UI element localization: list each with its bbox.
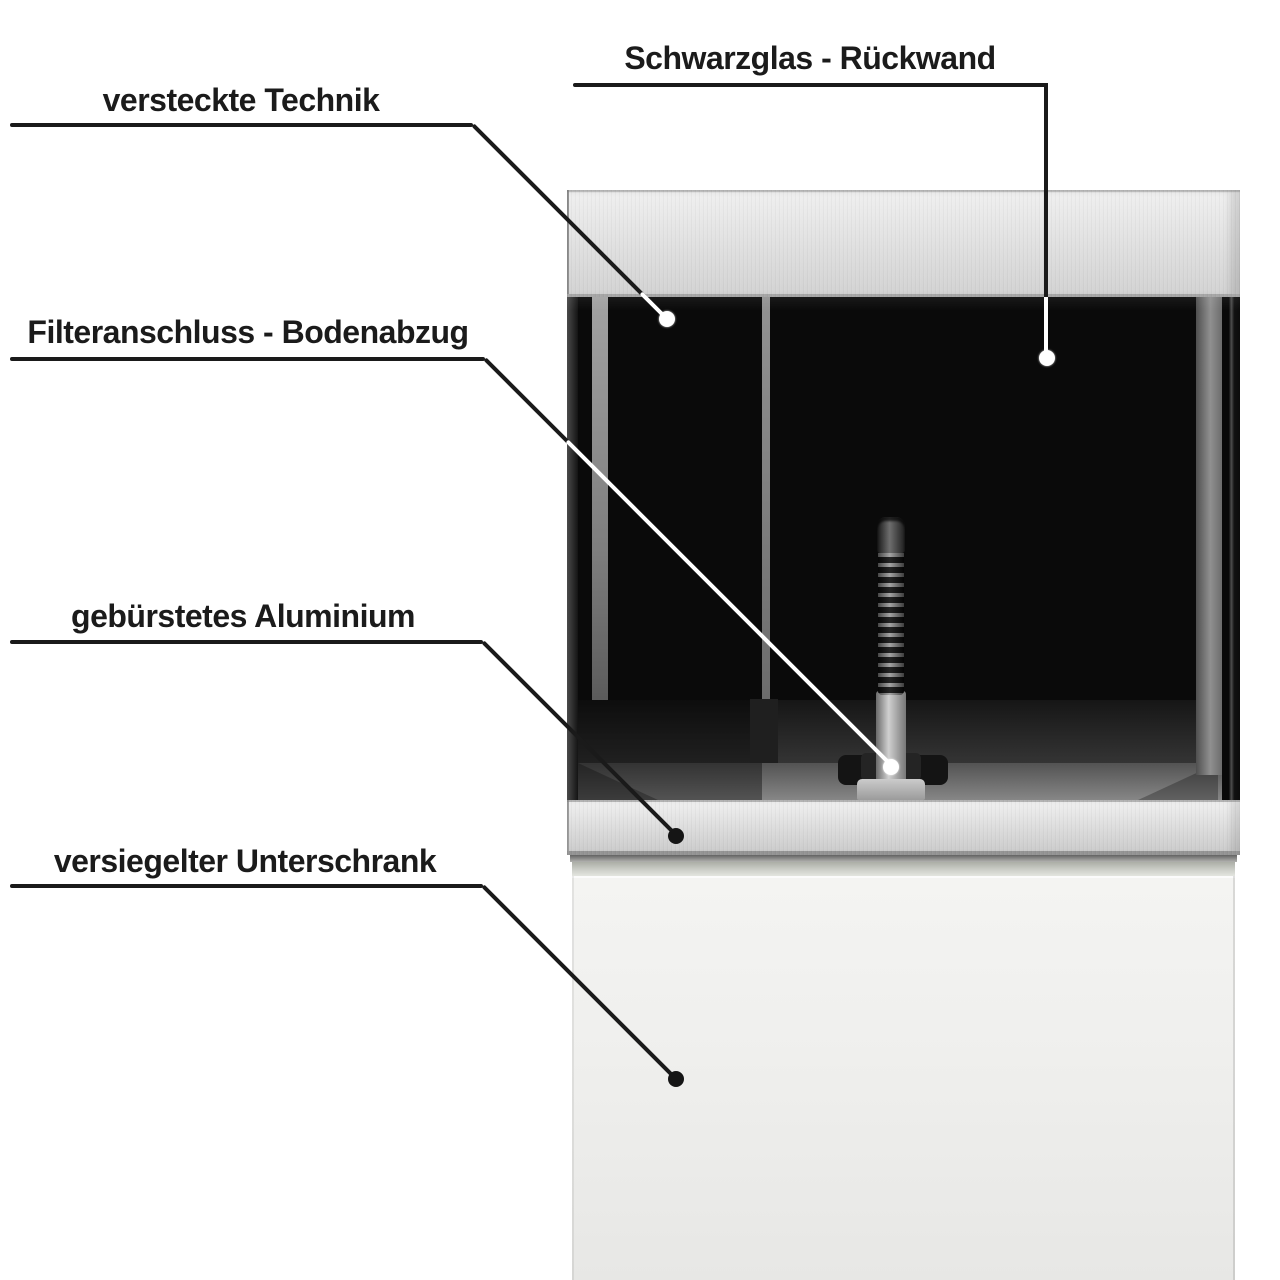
callout-line: [484, 358, 572, 446]
callout-dot: [883, 759, 899, 775]
callout-line: [1044, 83, 1048, 299]
cabinet-top-recess: [572, 862, 1235, 876]
callout-dot: [668, 1071, 684, 1087]
filter-standpipe: [876, 691, 906, 791]
glass-right-reflection: [1196, 297, 1222, 775]
label-schwarzglas-rueckwand: Schwarzglas - Rückwand: [624, 40, 996, 76]
label-versteckte-technik: versteckte Technik: [102, 82, 380, 118]
standpipe-cap: [877, 517, 905, 553]
black-glass-tank: [567, 297, 1240, 800]
callout-dot: [668, 828, 684, 844]
glass-left-reflection: [592, 297, 608, 765]
callout-underline: [10, 357, 485, 361]
callout-dot: [1039, 350, 1055, 366]
frame-shadow: [570, 855, 1237, 862]
label-versiegelter-unterschrank: versiegelter Unterschrank: [53, 843, 437, 879]
glass-right-edge: [1222, 297, 1240, 800]
label-gebuerstetes-aluminium: gebürstetes Aluminium: [71, 598, 415, 634]
standpipe-spring: [878, 547, 904, 695]
divider-foot: [750, 699, 778, 763]
label-filteranschluss-bodenabzug: Filteranschluss - Bodenabzug: [27, 314, 469, 350]
callout-dot: [659, 311, 675, 327]
callout-underline: [10, 123, 473, 127]
standpipe-base: [857, 779, 925, 800]
filter-compartment-shade: [578, 700, 762, 800]
aluminum-top-frame: [567, 190, 1240, 297]
callout-underline: [10, 884, 483, 888]
callout-underline: [573, 83, 1046, 87]
filter-compartment-divider: [762, 297, 770, 721]
callout-underline: [10, 640, 483, 644]
